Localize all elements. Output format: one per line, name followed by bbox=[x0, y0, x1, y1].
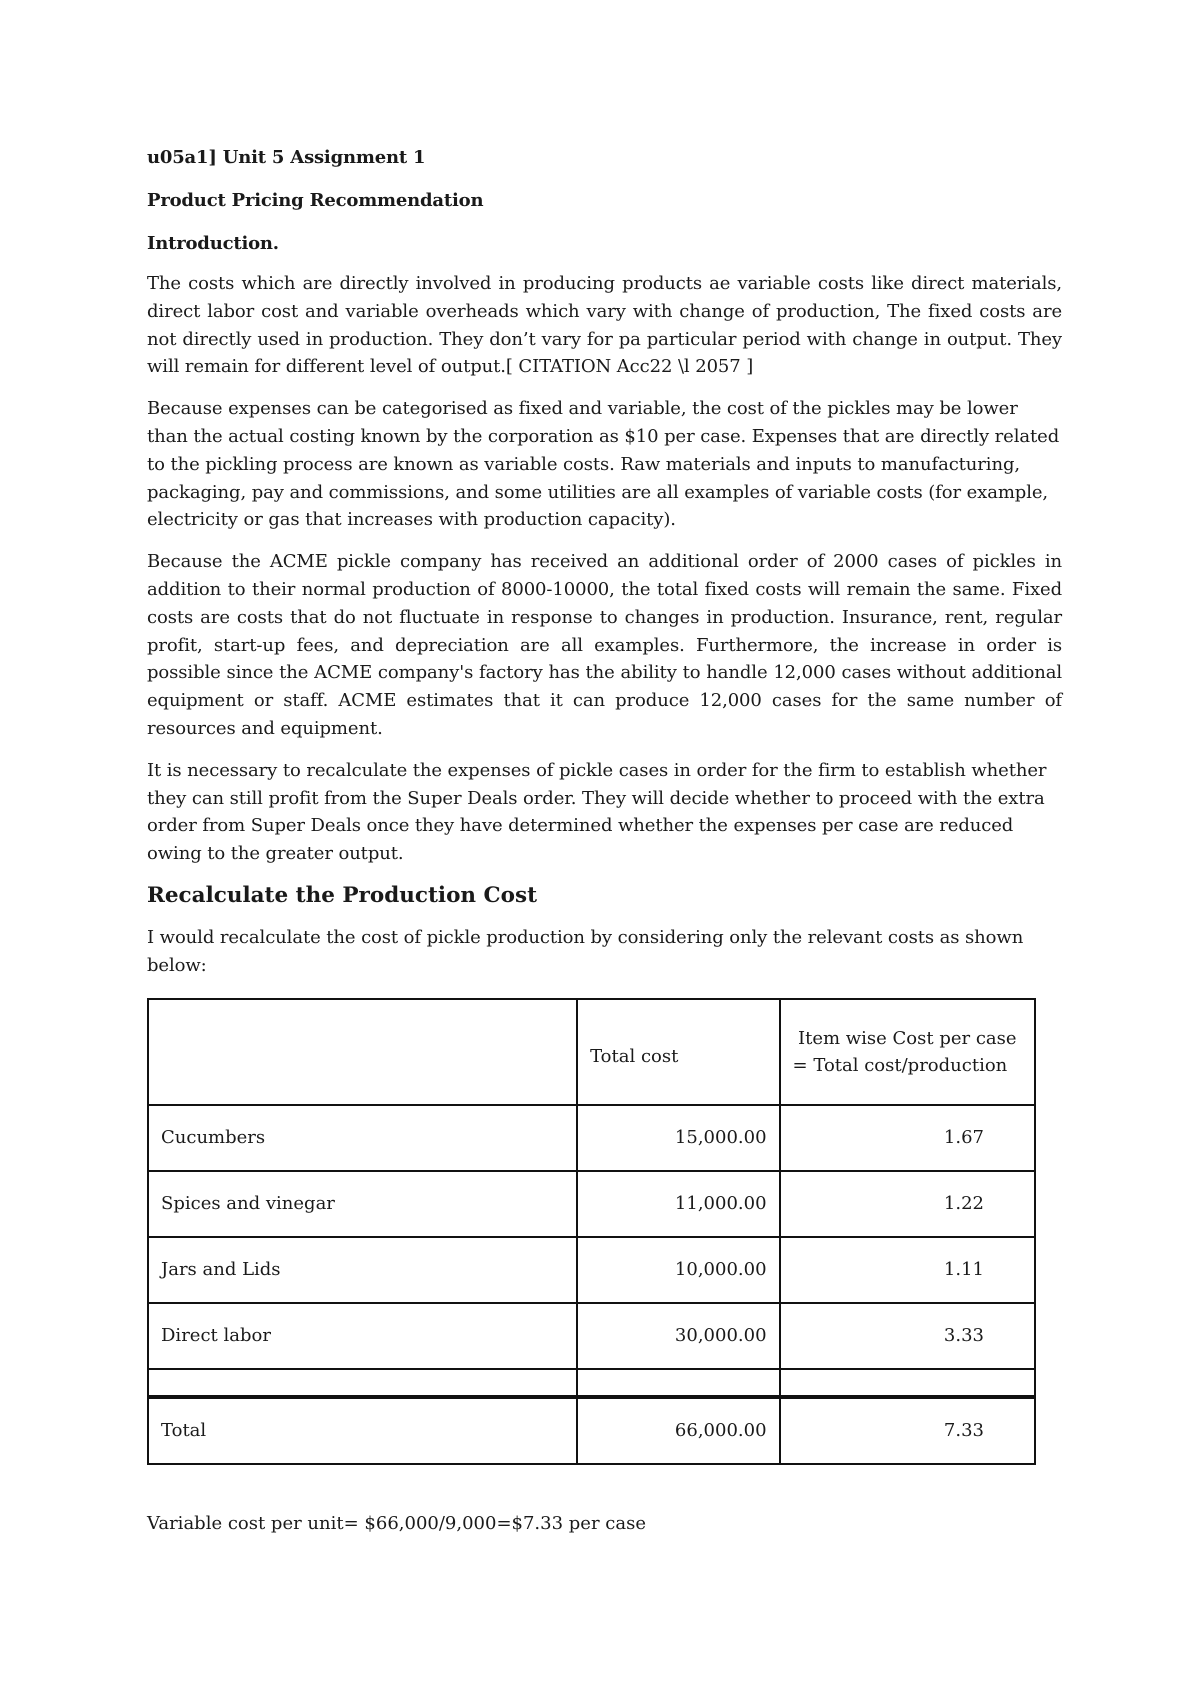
document-title: u05a1] Unit 5 Assignment 1 bbox=[147, 147, 426, 168]
production-cost-table bbox=[147, 998, 1036, 1465]
row-total: 11,000.00 bbox=[577, 1171, 779, 1237]
blank-cell bbox=[577, 1369, 779, 1397]
row-per-case: 1.11 bbox=[780, 1237, 1035, 1303]
table-row bbox=[148, 1171, 1035, 1237]
blank-cell bbox=[148, 1369, 577, 1397]
row-per-case: 1.67 bbox=[780, 1105, 1035, 1171]
paragraph-2: Because expenses can be categorised as fixed and variable, the cost of the pickles may be lower than the actual costing known by the corporation as $10 per case. Expenses that are directly related to the pickling process are known as variable costs. Raw materials and inputs to manufacturing, packaging, pay and commissions, and some utilities are all examples of variable costs (for example, electricity or gas that increases with production capacity). bbox=[147, 398, 1060, 531]
row-total: 30,000.00 bbox=[577, 1303, 779, 1369]
row-per-case: 3.33 bbox=[780, 1303, 1035, 1369]
total-label: Total bbox=[148, 1397, 577, 1464]
document-subtitle: Product Pricing Recommendation bbox=[147, 190, 484, 211]
section-intro: I would recalculate the cost of pickle production by considering only the relevant costs as shown below: bbox=[147, 926, 1024, 976]
row-per-case: 1.22 bbox=[780, 1171, 1035, 1237]
table-total-row bbox=[148, 1397, 1035, 1464]
section-heading: Recalculate the Production Cost bbox=[147, 882, 538, 908]
header-cell-item bbox=[148, 999, 577, 1105]
paragraph-1: The costs which are directly involved in producing products ae variable costs like direct materials, direct labor cost and variable overheads which vary with change of production, The fixed costs are not directly used in production. They don’t vary for pa particular period with change in output. They will remain for different level of output.[ CITATION Acc22 \l 2057 ] bbox=[147, 273, 1062, 378]
row-total: 15,000.00 bbox=[577, 1105, 779, 1171]
total-per-case-value: 7.33 bbox=[780, 1397, 1035, 1464]
intro-heading: Introduction. bbox=[147, 233, 279, 254]
document-body bbox=[147, 146, 1062, 1552]
row-item: Jars and Lids bbox=[148, 1237, 577, 1303]
row-total: 10,000.00 bbox=[577, 1237, 779, 1303]
paragraph-3: Because the ACME pickle company has received an additional order of 2000 cases of pickles in addition to their normal production of 8000-10000, the total fixed costs will remain the same. Fixed costs are costs that do not fluctuate in response to changes in production. Insurance, rent, regular profit, start-up fees, and depreciation are all examples. Furthermore, the increase in order is possible since the ACME company's factory has the ability to handle 12,000 cases without additional equipment or staff. ACME estimates that it can produce 12,000 cases for the same number of resources and equipment. bbox=[147, 551, 1062, 739]
row-item: Cucumbers bbox=[148, 1105, 577, 1171]
paragraph-4: It is necessary to recalculate the expenses of pickle cases in order for the firm to establish whether they can still profit from the Super Deals order. They will decide whether to proceed with the extra order from Super Deals once they have determined whether the expenses per case are reduced owing to the greater output. bbox=[147, 759, 1047, 865]
header-cell-per-case bbox=[780, 999, 1035, 1105]
table-header-row bbox=[148, 999, 1035, 1105]
row-item: Spices and vinegar bbox=[148, 1171, 577, 1237]
table-row bbox=[148, 1237, 1035, 1303]
row-item: Direct labor bbox=[148, 1303, 577, 1369]
variable-cost-line: Variable cost per unit= $66,000/9,000=$7.33 per case bbox=[147, 1512, 646, 1534]
table-blank-row bbox=[148, 1369, 1035, 1397]
header-per-case-line2: = Total cost/production bbox=[792, 1054, 1008, 1076]
header-cell-total-cost: Total cost bbox=[577, 999, 779, 1105]
header-per-case-line1: Item wise Cost per case bbox=[797, 1027, 1017, 1049]
total-cost-value: 66,000.00 bbox=[577, 1397, 779, 1464]
table-row bbox=[148, 1303, 1035, 1369]
table-row bbox=[148, 1105, 1035, 1171]
blank-cell bbox=[780, 1369, 1035, 1397]
